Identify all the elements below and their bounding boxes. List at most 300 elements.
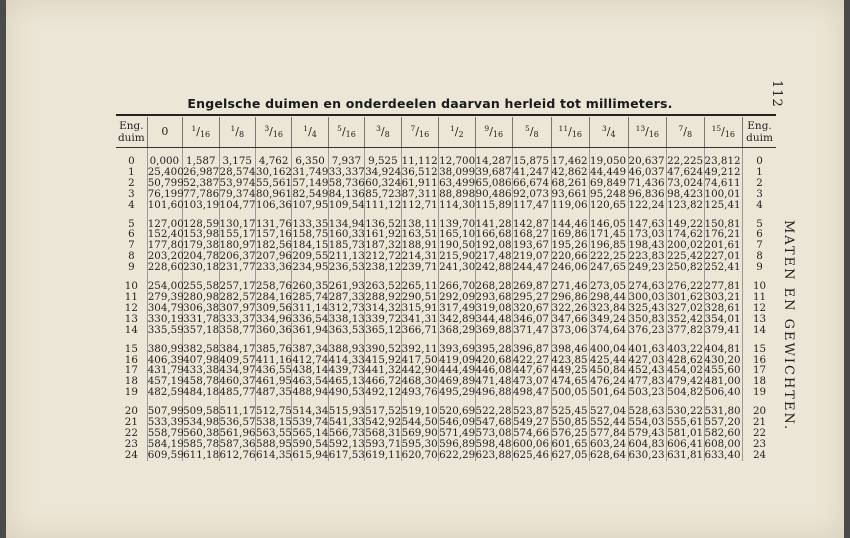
table-cell: 388,93 (328, 342, 365, 355)
table-cell: 85,723 (365, 187, 402, 200)
table-cell: 601,65 (551, 437, 588, 450)
table-cell: 454,02 (667, 364, 704, 377)
table-cell: 525,45 (551, 405, 588, 418)
table-cell: 277,81 (704, 280, 741, 293)
table-cell: 171,45 (590, 228, 627, 241)
table-cell: 460,37 (219, 375, 256, 388)
table-cell: 142,87 (513, 217, 550, 230)
table-cell: 531,80 (704, 405, 741, 418)
table-cell: 131,76 (255, 217, 292, 230)
table-cell: 184,15 (292, 239, 329, 252)
table-cell: 198,43 (628, 239, 665, 252)
table-cell: 28,574 (219, 165, 256, 178)
table-cell: 393,69 (439, 342, 476, 355)
table-cell: 338,13 (328, 312, 365, 325)
table-cell: 569,90 (401, 426, 438, 439)
header-fraction: 0 (147, 117, 182, 148)
table-cell: 263,52 (365, 280, 402, 293)
table-cell: 369,88 (475, 323, 512, 336)
row-inch-right: 0 (743, 156, 776, 167)
table-cell: 244,47 (513, 261, 550, 274)
table-cell: 304,79 (147, 301, 184, 314)
table-cell: 541,33 (328, 416, 365, 429)
table-cell: 180,97 (219, 239, 256, 252)
header-fraction (219, 117, 255, 148)
table-cell: 153,98 (183, 228, 220, 241)
table-cell: 284,16 (255, 290, 292, 303)
row-inch-right: 8 (743, 251, 776, 262)
table-cell: 619,11 (365, 448, 402, 461)
row-inch-right: 2 (743, 178, 776, 189)
table-cell: 347,66 (551, 312, 588, 325)
fraction-label: $^{13}/_{16}$ (635, 124, 660, 139)
table-cell: 341,31 (401, 312, 438, 325)
header-fraction (401, 117, 438, 148)
table-cell: 133,35 (292, 217, 329, 230)
table-cell: 444,49 (439, 364, 476, 377)
row-inch-right: 23 (743, 439, 776, 450)
table-cell: 441,32 (365, 364, 402, 377)
row-inch-right: 21 (743, 417, 776, 428)
row-inch-left: 17 (124, 364, 138, 377)
table-cell: 431,79 (147, 364, 184, 377)
row-inch-right: 1 (743, 167, 776, 178)
fraction-label: $^7/_8$ (678, 124, 693, 139)
table-cell: 568,31 (365, 426, 402, 439)
table-cell: 247,65 (590, 261, 627, 274)
row-inch-right: 19 (743, 387, 776, 398)
row-inch-right: 18 (743, 376, 776, 387)
table-cell: 366,71 (401, 323, 438, 336)
fraction-label: $^1/_2$ (450, 124, 464, 139)
table-cell: 522,28 (475, 405, 512, 418)
table-cell: 565,14 (292, 426, 329, 439)
fraction-label: $^9/_{16}$ (484, 124, 504, 139)
table-cell: 368,29 (439, 323, 476, 336)
table-cell: 57,149 (292, 176, 329, 189)
row-inch-right: 12 (743, 303, 776, 314)
table-cell: 327,02 (667, 301, 704, 314)
table-cell: 542,92 (365, 416, 402, 429)
table-cell: 584,19 (147, 437, 184, 450)
table-cell: 430,20 (704, 353, 741, 366)
row-inch-left: 0 (128, 155, 135, 167)
row-inch-left: 15 (124, 342, 138, 355)
table-cell: 376,23 (628, 323, 665, 336)
row-inch-left: 1 (128, 165, 135, 178)
table-cell: 363,53 (328, 323, 365, 336)
table-cell: 25,400 (147, 165, 184, 178)
header-fraction (590, 117, 629, 148)
row-inch-right: 11 (743, 292, 776, 303)
table-cell: 438,14 (292, 364, 329, 377)
table-cell: 22,225 (667, 155, 704, 167)
table-cell: 98,423 (667, 187, 704, 200)
table-cell: 3,175 (219, 156, 255, 167)
table-cell: 312,73 (328, 301, 365, 314)
table-cell: 439,73 (328, 364, 365, 377)
table-cell: 349,24 (590, 312, 627, 325)
table-cell: 147,63 (628, 217, 665, 230)
table-cell: 231,77 (219, 261, 256, 274)
table-cell: 141,28 (475, 217, 512, 230)
table-cell: 177,80 (147, 239, 184, 252)
table-cell: 458,78 (183, 375, 220, 388)
table-cell: 358,77 (219, 323, 256, 336)
table-cell: 574,66 (513, 426, 550, 439)
table-cell: 442,90 (401, 364, 438, 377)
table-cell: 463,54 (292, 375, 329, 388)
table-cell: 276,22 (667, 280, 704, 293)
table-cell: 265,11 (401, 280, 438, 293)
table-cell: 520,69 (439, 405, 476, 418)
row-inch-right: 24 (743, 450, 776, 461)
table-cell: 434,97 (219, 364, 256, 377)
table-cell: 201,61 (704, 239, 741, 252)
table-cell: 512,75 (255, 405, 292, 418)
table-cell: 549,27 (513, 416, 550, 429)
row-inch-left: 4 (128, 198, 135, 211)
table-cell: 112,71 (401, 198, 438, 211)
fraction-label: $^1/_8$ (230, 124, 245, 139)
table-cell: 249,23 (628, 261, 665, 274)
table-cell: 73,024 (667, 176, 704, 189)
table-cell: 4,762 (255, 156, 291, 167)
fraction-label: $^1/_4$ (303, 124, 317, 139)
table-cell: 239,71 (401, 261, 438, 274)
table-cell: 165,10 (439, 228, 476, 241)
row-inch-left: 2 (128, 176, 135, 189)
table-cell: 42,862 (551, 165, 588, 178)
table-cell: 546,09 (439, 416, 476, 429)
row-inch-left: 22 (124, 426, 138, 439)
table-cell: 588,95 (255, 437, 292, 450)
table-cell: 192,08 (475, 239, 512, 252)
row-inch-left: 11 (124, 290, 138, 303)
table-cell: 6,350 (292, 156, 328, 167)
table-cell: 346,07 (513, 312, 550, 325)
table-cell: 53,974 (219, 176, 256, 189)
table-cell: 296,86 (551, 290, 588, 303)
table-cell: 484,18 (183, 386, 220, 399)
table-cell: 387,34 (292, 342, 329, 355)
table-cell: 163,51 (401, 228, 438, 241)
table-cell: 427,03 (628, 353, 665, 366)
table-cell: 209,55 (292, 250, 329, 263)
table-cell: 146,05 (590, 217, 627, 230)
table-cell: 258,76 (255, 280, 292, 293)
table-cell: 111,12 (365, 198, 402, 211)
table-cell: 41,247 (513, 165, 550, 178)
row-inch-left: 14 (124, 323, 138, 336)
table-cell: 246,06 (551, 261, 588, 274)
header-fraction (704, 117, 743, 148)
table-cell: 617,53 (328, 448, 365, 461)
table-cell: 514,34 (292, 405, 329, 418)
table-cell: 365,12 (365, 323, 402, 336)
table-cell: 115,89 (475, 198, 512, 211)
table-cell: 174,62 (667, 228, 704, 241)
row-inch-right: 22 (743, 428, 776, 439)
table-row (116, 200, 776, 211)
table-cell: 166,68 (475, 228, 512, 241)
table-cell: 409,57 (219, 353, 256, 366)
table-cell: 354,01 (704, 312, 741, 325)
table-cell: 577,84 (590, 426, 627, 439)
table-cell: 242,88 (475, 261, 512, 274)
table-cell: 504,82 (667, 386, 704, 399)
table-cell: 350,83 (628, 312, 665, 325)
table-cell: 527,04 (590, 405, 627, 418)
table-cell: 449,25 (551, 364, 588, 377)
table-cell: 352,42 (667, 312, 704, 325)
table-cell: 380,99 (147, 342, 184, 355)
header-row (116, 117, 776, 148)
row-inch-left: 3 (128, 187, 135, 200)
table-cell: 461,95 (255, 375, 292, 388)
table-cell: 130,17 (219, 217, 256, 230)
table-cell: 379,41 (704, 323, 741, 336)
table-cell: 233,36 (255, 261, 292, 274)
table-cell: 161,92 (365, 228, 402, 241)
table-cell: 585,78 (183, 437, 220, 450)
table-cell: 374,64 (590, 323, 627, 336)
table-cell: 554,03 (628, 416, 665, 429)
row-inch-right: 10 (743, 281, 776, 292)
table-cell: 344,48 (475, 312, 512, 325)
fraction-label: $^{11}/_{16}$ (558, 124, 582, 139)
table-cell: 587,36 (219, 437, 256, 450)
table-cell: 492,12 (365, 386, 402, 399)
table-cell: 625,46 (513, 448, 550, 461)
row-inch-left: 5 (128, 217, 135, 230)
table-cell: 336,54 (292, 312, 329, 325)
table-cell: 96,836 (628, 187, 665, 200)
table-cell: 290,51 (401, 290, 438, 303)
table-cell: 228,60 (147, 261, 184, 274)
table-cell: 306,38 (183, 301, 220, 314)
table-cell: 420,68 (475, 353, 512, 366)
table-cell: 34,924 (365, 165, 402, 178)
table-cell: 488,94 (292, 386, 329, 399)
table-cell: 403,22 (667, 342, 704, 355)
table-cell: 169,86 (551, 228, 588, 241)
table-cell: 266,70 (439, 280, 476, 293)
header-fraction (667, 117, 704, 148)
table-cell: 425,44 (590, 353, 627, 366)
table-cell: 373,06 (551, 323, 588, 336)
table-cell: 217,48 (475, 250, 512, 263)
table-cell: 473,07 (513, 375, 550, 388)
table-cell: 107,95 (292, 198, 329, 211)
row-inch-left: 16 (124, 353, 138, 366)
table-cell: 471,48 (475, 375, 512, 388)
table-cell: 125,41 (704, 198, 741, 211)
table-cell: 120,65 (590, 198, 627, 211)
table-cell: 523,87 (513, 405, 550, 418)
header-eng-duim-right: Eng. duim (743, 117, 776, 148)
row-inch-left: 8 (128, 250, 135, 263)
table-cell: 95,248 (590, 187, 627, 200)
row-inch-right: 15 (743, 344, 776, 355)
table-row (116, 450, 776, 461)
table-cell: 61,911 (401, 176, 438, 189)
row-inch-left: 12 (124, 301, 138, 314)
table-cell: 503,23 (628, 386, 665, 399)
top-rule (116, 114, 776, 116)
table-cell: 485,77 (219, 386, 256, 399)
table-cell: 412,74 (292, 353, 329, 366)
table-cell: 558,79 (147, 426, 184, 439)
table-cell: 404,81 (704, 342, 741, 355)
table-cell: 55,561 (255, 176, 292, 189)
table-cell: 104,77 (219, 198, 256, 211)
table-cell: 106,36 (255, 198, 292, 211)
table-cell: 66,674 (513, 176, 550, 189)
table-cell: 314,32 (365, 301, 402, 314)
table-cell: 203,20 (147, 250, 184, 263)
table-cell: 103,19 (183, 198, 220, 211)
table-cell: 82,549 (292, 187, 329, 200)
table-cell: 322,26 (551, 301, 588, 314)
row-inch-right: 16 (743, 355, 776, 366)
running-head: MATEN EN GEWICHTEN. (781, 220, 796, 432)
table-cell: 628,64 (590, 448, 627, 461)
table-cell: 250,82 (667, 261, 704, 274)
table-cell: 509,58 (183, 405, 220, 418)
row-inch-left: 6 (128, 228, 135, 241)
table-cell: 139,70 (439, 217, 476, 230)
row-inch-right: 14 (743, 325, 776, 336)
table-cell: 455,60 (704, 364, 741, 377)
table-cell: 280,98 (183, 290, 220, 303)
table-cell: 511,17 (219, 405, 256, 418)
fraction-label: $^5/_{16}$ (337, 124, 356, 139)
table-cell: 298,44 (590, 290, 627, 303)
row-inch-left: 10 (124, 280, 138, 293)
table-cell: 469,89 (439, 375, 476, 388)
table-cell: 14,287 (475, 155, 512, 167)
table-cell: 254,00 (147, 280, 184, 293)
table-cell: 555,61 (667, 416, 704, 429)
row-inch-right: 7 (743, 240, 776, 251)
table-cell: 119,06 (551, 198, 588, 211)
table-cell: 52,387 (183, 176, 220, 189)
table-cell: 69,849 (590, 176, 627, 189)
table-cell: 398,46 (551, 342, 588, 355)
table-cell: 411,16 (255, 353, 292, 366)
table-cell: 630,23 (628, 448, 665, 461)
table-cell: 450,84 (590, 364, 627, 377)
table-cell: 273,05 (590, 280, 627, 293)
header-fraction (513, 117, 552, 148)
table-cell: 152,40 (147, 228, 184, 241)
table-cell: 155,17 (219, 228, 256, 241)
table-cell: 576,25 (551, 426, 588, 439)
table-cell: 457,19 (147, 375, 184, 388)
table-cell: 382,58 (183, 342, 220, 355)
table-cell: 325,43 (628, 301, 665, 314)
table-cell: 390,52 (365, 342, 402, 355)
table-cell: 182,56 (255, 239, 292, 252)
row-inch-right: 3 (743, 189, 776, 200)
table-cell: 190,50 (439, 239, 476, 252)
row-inch-left: 13 (124, 312, 138, 325)
table-cell: 407,98 (183, 353, 220, 366)
table-cell: 573,08 (475, 426, 512, 439)
table-cell: 287,33 (328, 290, 365, 303)
table-cell: 76,199 (147, 187, 184, 200)
table-cell: 60,324 (365, 176, 402, 189)
table-cell: 436,55 (255, 364, 292, 377)
header-fraction (328, 117, 364, 148)
table-cell: 614,35 (255, 448, 292, 461)
table-cell: 206,37 (219, 250, 256, 263)
table-cell: 47,624 (667, 165, 704, 178)
table-cell: 377,82 (667, 323, 704, 336)
table-cell: 77,786 (183, 187, 220, 200)
table-cell: 88,898 (439, 187, 476, 200)
table-cell: 552,44 (590, 416, 627, 429)
table-cell: 225,42 (667, 250, 704, 263)
table-cell: 560,38 (183, 426, 220, 439)
table-cell: 12,700 (439, 155, 476, 167)
table-cell: 415,92 (365, 353, 402, 366)
table-cell: 615,94 (292, 448, 329, 461)
table-cell: 204,78 (183, 250, 220, 263)
table-cell: 482,59 (147, 386, 184, 399)
row-inch-left: 20 (124, 405, 138, 418)
table-cell: 539,74 (292, 416, 329, 429)
table-cell: 530,22 (667, 405, 704, 418)
table-cell: 23,812 (704, 155, 741, 167)
table-cell: 603,24 (590, 437, 627, 450)
fraction-label: $^5/_8$ (524, 124, 539, 139)
table-cell: 592,13 (328, 437, 365, 450)
table-cell: 38,099 (439, 165, 476, 178)
table-cell: 550,85 (551, 416, 588, 429)
table-cell: 114,30 (439, 198, 476, 211)
row-inch-right: 20 (743, 406, 776, 417)
table-cell: 303,21 (704, 290, 741, 303)
table-cell: 528,63 (628, 405, 665, 418)
table-cell: 71,436 (628, 176, 665, 189)
table-cell: 223,83 (628, 250, 665, 263)
table-cell: 127,00 (147, 217, 184, 230)
table-cell: 173,03 (628, 228, 665, 241)
table-cell: 44,449 (590, 165, 627, 178)
table-cell: 138,11 (401, 217, 438, 230)
table-cell: 158,75 (292, 228, 329, 241)
table-cell: 604,83 (628, 437, 665, 450)
table-cell: 395,28 (475, 342, 512, 355)
table-cell: 100,01 (704, 187, 741, 200)
table-cell: 506,40 (704, 386, 741, 399)
table-title: Engelsche duimen en onderdeelen daarvan herleid tot millimeters. (187, 96, 673, 111)
table-cell: 11,112 (401, 155, 438, 167)
header-fraction (365, 117, 401, 148)
table-cell: 595,30 (401, 437, 438, 450)
table-cell: 333,37 (219, 312, 256, 325)
table-cell: 211,13 (328, 250, 365, 263)
table-cell: 468,30 (401, 375, 438, 388)
table-cell: 236,53 (328, 261, 365, 274)
header-fraction (292, 117, 328, 148)
table-cell: 33,337 (328, 165, 365, 178)
table-cell: 323,84 (590, 301, 627, 314)
table-cell: 544,50 (401, 416, 438, 429)
table-cell: 501,64 (590, 386, 627, 399)
